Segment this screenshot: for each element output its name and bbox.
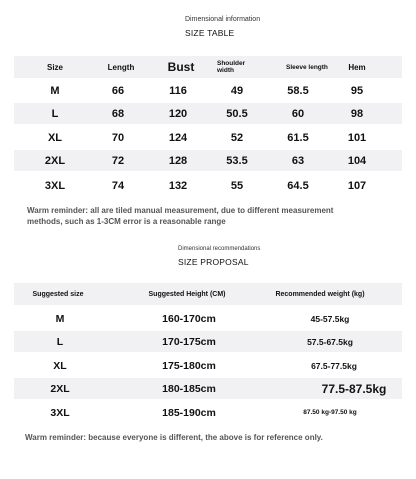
table-row	[14, 127, 402, 148]
table-row	[14, 331, 402, 352]
size-table-note	[27, 205, 333, 227]
cell-hem: 104	[347, 154, 367, 167]
table-row	[14, 355, 402, 376]
cell-hem: 101	[347, 131, 367, 144]
cell-shoulder: 49	[230, 84, 244, 97]
cell-length: 68	[111, 107, 125, 120]
cell-shoulder: 50.5	[226, 107, 248, 120]
table-row	[14, 150, 402, 171]
cell-height: 185-190cm	[162, 406, 216, 419]
cell-height: 170-175cm	[162, 335, 216, 348]
cell-sleeve: 63	[291, 154, 305, 167]
cell-weight: 67.5-77.5kg	[311, 360, 357, 371]
cell-size: XL	[53, 359, 67, 372]
table-row	[14, 103, 402, 124]
header-suggested-height: Suggested Height (CM)	[148, 290, 226, 298]
size-proposal-note: Warm reminder: because everyone is different, the above is for reference only.	[25, 433, 323, 442]
cell-weight: 45-57.5kg	[310, 313, 350, 324]
cell-sleeve: 60	[291, 107, 305, 120]
cell-shoulder: 53.5	[226, 154, 248, 167]
cell-height: 175-180cm	[162, 359, 216, 372]
note-line-2: methods, such as 1-3CM error is a reasonable range	[27, 217, 226, 226]
table-row	[14, 80, 402, 101]
size-proposal-header-row	[14, 283, 402, 305]
header-length: Length	[107, 62, 135, 72]
cell-bust: 116	[169, 84, 187, 97]
header-bust: Bust	[167, 60, 195, 74]
cell-hem: 98	[350, 107, 364, 120]
cell-sleeve: 61.5	[287, 131, 309, 144]
cell-size: M	[55, 312, 65, 325]
header-recommended-weight: Recommended weight (kg)	[275, 290, 365, 298]
cell-height: 160-170cm	[162, 312, 216, 325]
cell-size: L	[51, 107, 59, 120]
cell-weight: 87.50 kg-97.50 kg	[303, 409, 357, 416]
table-row	[14, 402, 402, 423]
size-proposal-title: SIZE PROPOSAL	[178, 257, 249, 267]
cell-shoulder: 55	[230, 179, 244, 192]
header-hem: Hem	[348, 62, 366, 72]
size-table-title: SIZE TABLE	[185, 28, 235, 38]
cell-sleeve: 58.5	[287, 84, 309, 97]
header-shoulder-width: Shoulder width	[217, 60, 246, 74]
header-suggested-size: Suggested size	[32, 290, 84, 298]
cell-height: 180-185cm	[162, 382, 216, 395]
cell-size: 3XL	[44, 179, 66, 192]
header-sleeve-length: Sleeve length	[286, 63, 328, 71]
cell-size: 3XL	[50, 406, 70, 419]
cell-length: 72	[111, 154, 125, 167]
table-row	[14, 175, 402, 196]
cell-bust: 124	[168, 131, 188, 144]
cell-weight: 77.5-87.5kg	[321, 381, 387, 396]
cell-bust: 128	[168, 154, 188, 167]
cell-size: L	[56, 335, 64, 348]
cell-size: XL	[47, 131, 63, 144]
size-table-subtitle: Dimensional information	[185, 16, 261, 23]
cell-length: 74	[111, 179, 125, 192]
cell-hem: 95	[350, 84, 364, 97]
cell-weight: 57.5-67.5kg	[307, 336, 353, 347]
cell-hem: 107	[347, 179, 367, 192]
table-row	[14, 308, 402, 329]
cell-bust: 132	[168, 179, 188, 192]
size-proposal-subtitle: Dimensional recommendations	[178, 246, 261, 252]
header-size: Size	[46, 62, 64, 72]
table-row	[14, 378, 402, 399]
cell-bust: 120	[168, 107, 188, 120]
cell-length: 66	[111, 84, 125, 97]
size-table-header-row	[14, 56, 402, 78]
cell-length: 70	[111, 131, 125, 144]
cell-size: 2XL	[44, 154, 66, 167]
cell-size: M	[50, 84, 60, 97]
cell-shoulder: 52	[230, 131, 244, 144]
cell-size: 2XL	[50, 382, 70, 395]
cell-sleeve: 64.5	[287, 179, 309, 192]
note-line-1: Warm reminder: all are tiled manual measurement, due to different measurement	[27, 206, 334, 215]
